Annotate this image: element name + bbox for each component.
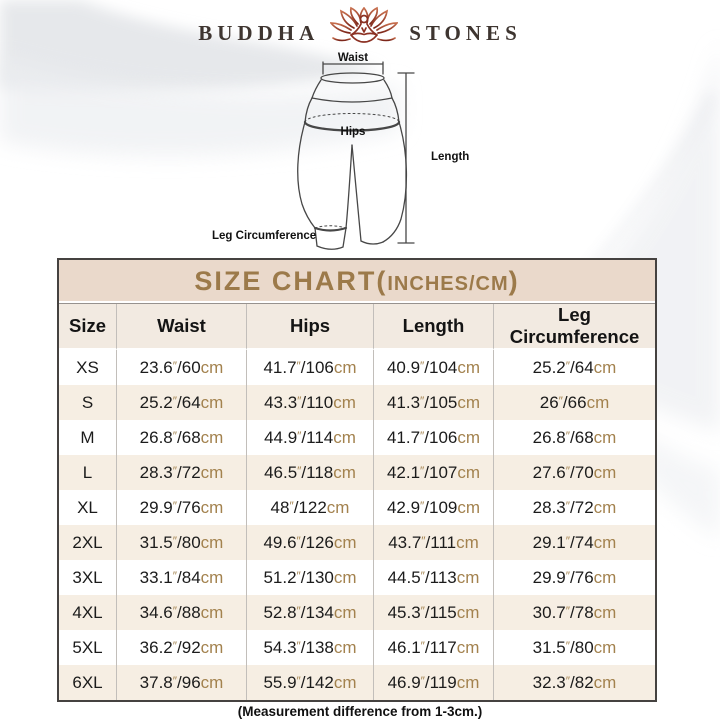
measurement-cell: 23.6″/60cm <box>117 350 247 385</box>
size-table-body <box>59 350 655 700</box>
size-cell: 2XL <box>59 525 117 560</box>
measurement-cell: 28.3″/72cm <box>494 490 655 525</box>
measurement-cell: 36.2″/92cm <box>117 630 247 665</box>
measurement-cell: 44.9″/114cm <box>247 420 374 455</box>
title-band-row <box>59 260 655 304</box>
title-unit: INCHES/CM <box>387 273 509 295</box>
title-suffix: ) <box>508 266 520 296</box>
brand-name-left: BUDDHA <box>198 20 320 45</box>
size-cell: 3XL <box>59 560 117 595</box>
size-cell: XL <box>59 490 117 525</box>
measurement-cell: 31.5″/80cm <box>494 630 655 665</box>
measurement-cell: 32.3″/82cm <box>494 665 655 700</box>
measurement-cell: 41.3″/105cm <box>374 385 494 420</box>
measurement-cell: 44.5″/113cm <box>374 560 494 595</box>
measurement-cell: 29.9″/76cm <box>494 560 655 595</box>
brand-name-right: STONES <box>409 20 522 45</box>
length-label: Length <box>431 151 470 163</box>
measurement-note: (Measurement difference from 1-3cm.) <box>237 704 483 719</box>
table-row <box>59 350 655 385</box>
lotus-meditation-icon <box>330 6 398 56</box>
measurement-cell: 34.6″/88cm <box>117 595 247 630</box>
measurement-cell: 48″/122cm <box>247 490 374 525</box>
column-header-leg-circumference: Leg Circumference <box>494 304 655 350</box>
measurement-cell: 41.7″/106cm <box>247 350 374 385</box>
size-cell: 5XL <box>59 630 117 665</box>
table-row <box>59 595 655 630</box>
table-row <box>59 490 655 525</box>
measurement-cell: 54.3″/138cm <box>247 630 374 665</box>
column-header-length: Length <box>374 304 494 350</box>
measurement-cell: 25.2″/64cm <box>494 350 655 385</box>
table-row <box>59 420 655 455</box>
measurement-cell: 25.2″/64cm <box>117 385 247 420</box>
measurement-cell: 37.8″/96cm <box>117 665 247 700</box>
size-chart-table <box>57 258 657 702</box>
measurement-cell: 45.3″/115cm <box>374 595 494 630</box>
pants-measurement-diagram <box>195 52 535 260</box>
measurement-cell: 43.3″/110cm <box>247 385 374 420</box>
table-row <box>59 525 655 560</box>
measurement-cell: 33.1″/84cm <box>117 560 247 595</box>
measurement-cell: 27.6″/70cm <box>494 455 655 490</box>
measurement-cell: 46.1″/117cm <box>374 630 494 665</box>
measurement-cell: 29.1″/74cm <box>494 525 655 560</box>
table-row <box>59 385 655 420</box>
measurement-cell: 28.3″/72cm <box>117 455 247 490</box>
column-header-waist: Waist <box>117 304 247 350</box>
pants-outline-drawing <box>195 52 535 260</box>
size-cell: 6XL <box>59 665 117 700</box>
measurement-cell: 55.9″/142cm <box>247 665 374 700</box>
measurement-cell: 29.9″/76cm <box>117 490 247 525</box>
measurement-cell: 46.5″/118cm <box>247 455 374 490</box>
leg-circumference-label: Leg Circumference <box>212 230 317 242</box>
column-header-hips: Hips <box>247 304 374 350</box>
brand-header <box>0 8 720 58</box>
measurement-cell: 30.7″/78cm <box>494 595 655 630</box>
measurement-cell: 43.7″/111cm <box>374 525 494 560</box>
hips-label: Hips <box>340 126 366 138</box>
measurement-cell: 31.5″/80cm <box>117 525 247 560</box>
measurement-cell: 41.7″/106cm <box>374 420 494 455</box>
size-cell: 4XL <box>59 595 117 630</box>
column-header-size: Size <box>59 304 117 350</box>
size-cell: L <box>59 455 117 490</box>
title-prefix: SIZE CHART( <box>194 266 388 296</box>
size-cell: S <box>59 385 117 420</box>
measurement-cell: 46.9″/119cm <box>374 665 494 700</box>
measurement-cell: 26″/66cm <box>494 385 655 420</box>
measurement-cell: 49.6″/126cm <box>247 525 374 560</box>
measurement-cell: 51.2″/130cm <box>247 560 374 595</box>
measurement-cell: 42.1″/107cm <box>374 455 494 490</box>
size-chart-title <box>59 260 655 304</box>
size-cell: M <box>59 420 117 455</box>
measurement-cell: 26.8″/68cm <box>494 420 655 455</box>
size-cell: XS <box>59 350 117 385</box>
table-row <box>59 560 655 595</box>
measurement-cell: 26.8″/68cm <box>117 420 247 455</box>
measurement-cell: 52.8″/134cm <box>247 595 374 630</box>
table-row <box>59 630 655 665</box>
table-row <box>59 665 655 700</box>
table-header-row <box>59 304 655 350</box>
measurement-cell: 40.9″/104cm <box>374 350 494 385</box>
measurement-cell: 42.9″/109cm <box>374 490 494 525</box>
waist-label: Waist <box>337 52 369 64</box>
table-row <box>59 455 655 490</box>
